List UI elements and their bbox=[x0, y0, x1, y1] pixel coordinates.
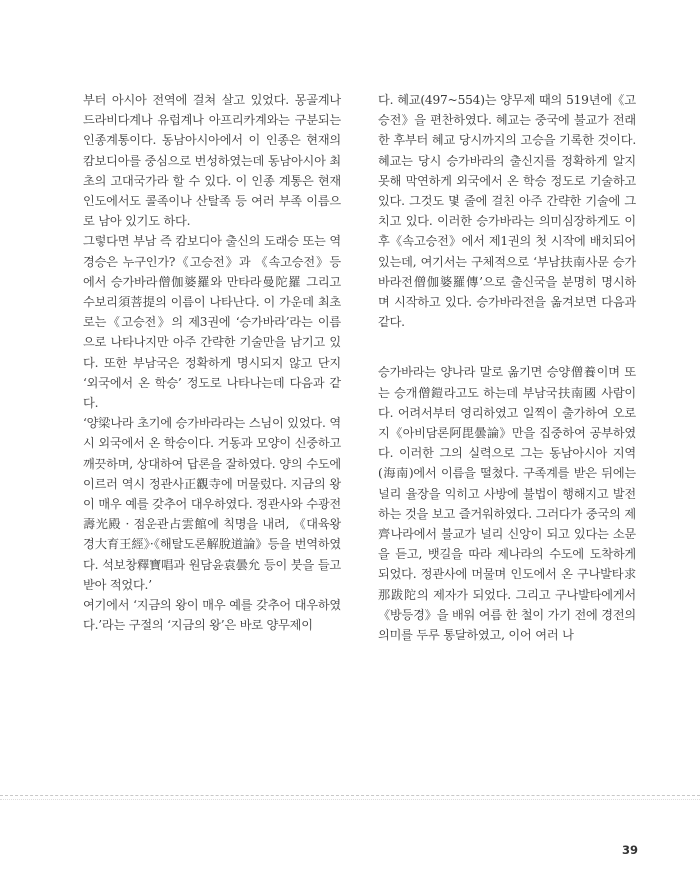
paragraph: 다. 혜교(497~554)는 양무제 때의 519년에《고승전》을 편찬하였다. 혜교는 중국에 불교가 전래한 후부터 혜교 당시까지의 고승을 기록한 것이다. 혜교는 당시 승가바라의 출신지를 정확하게 알지 못해 막연하게 외국에서 온 학승 정도로 기술하고 있다. 그것도 몇 줄에 걸친 아주 간략한 기술에 그치고 있다. 이러한 승가바라는 의미심장하게도 이후《속고승전》에서 제1권의 첫 시작에 배치되어 있는데, 여기서는 구체적으로 ‘부남扶南사문 승가바라전僧伽婆羅傳’으로 출신국을 분명히 명시하며 시작하고 있다. 승가바라전을 옮겨보면 다음과 같다. bbox=[378, 93, 636, 330]
footer-divider-shadow bbox=[0, 799, 700, 800]
right-column bbox=[378, 90, 636, 645]
paragraph: 부터 아시아 전역에 걸쳐 살고 있었다. 몽골계나 드라비다계나 유럽계나 아프리카계와는 구분되는 인종계통이다. 동남아시아에서 이 인종은 현재의 캄보디아를 중심으로 번성하였는데 동남아시아 최초의 고대국가라 할 수 있다. 이 인종 계통은 현재 인도에서도 콜족이나 산탈족 등 여러 부족 이름으로 남아 있기도 하다. bbox=[83, 93, 341, 229]
paragraph-gap bbox=[378, 332, 636, 362]
left-column bbox=[83, 90, 341, 635]
paragraph: 여기에서 ‘지금의 왕이 매우 예를 갖추어 대우하였다.’라는 구절의 ‘지금의 왕’은 바로 양무제이 bbox=[83, 598, 341, 633]
page-number: 39 bbox=[622, 843, 639, 857]
paragraph: 그렇다면 부남 즉 캄보디아 출신의 도래승 또는 역경승은 누구인가?《고승전》과 《속고승전》등에서 승가바라僧伽婆羅와 만타라曼陀羅 그리고 수보리須菩提의 이름이 나타난다. 이 가운데 최초로는《고승전》의 제3권에 ‘승가바라’라는 이름으로 나타나지만 아주 간략한 기술만을 남기고 있다. 또한 부남국은 정확하게 명시되지 않고 단지 ‘외국에서 온 학승’ 정도로 나타나는데 다음과 같다. bbox=[83, 234, 341, 411]
footer-divider bbox=[0, 795, 700, 796]
quote-paragraph: 승가바라는 양나라 말로 옮기면 승양僧養이며 또는 승개僧鎧라고도 하는데 부남국扶南國 사람이다. 어려서부터 영리하였고 일찍이 출가하여 오로지《아비담론阿毘曇論》만을 집중하여 공부하였다. 이러한 그의 실력으로 그는 동남아시아 지역(海南)에서 이름을 떨쳤다. 구족계를 받은 뒤에는 널리 율장을 익히고 사방에 불법이 행해지고 발전하는 것을 보고 즐거워하였다. 그러다가 중국의 제齊나라에서 불교가 널리 신앙이 되고 있다는 소문을 듣고, 뱃길을 따라 제나라의 수도에 도착하게 되었다. 정관사에 머물며 인도에서 온 구나발타求那跋陀의 제자가 되었다. 그리고 구나발타에게서《방등경》을 배워 여름 한 철이 가기 전에 경전의 의미를 두루 통달하였고, 이어 여러 나 bbox=[378, 365, 637, 643]
quote-paragraph: ‘양梁나라 초기에 승가바라라는 스님이 있었다. 역시 외국에서 온 학승이다. 거동과 모양이 신중하고 깨끗하며, 상대하여 답론을 잘하였다. 양의 수도에 이르러 역시 정관사正觀寺에 머물렀다. 지금의 왕이 매우 예를 갖추어 대우하였다. 정관사와 수광전壽光殿 · 점운관占雲館에 칙명을 내려, 《대육왕경大育王經》·《해탈도론解脫道論》등을 번역하였다. 석보창釋寶唱과 원담윤袁曇允 등이 붓을 들고 받아 적었다.’ bbox=[83, 416, 341, 592]
